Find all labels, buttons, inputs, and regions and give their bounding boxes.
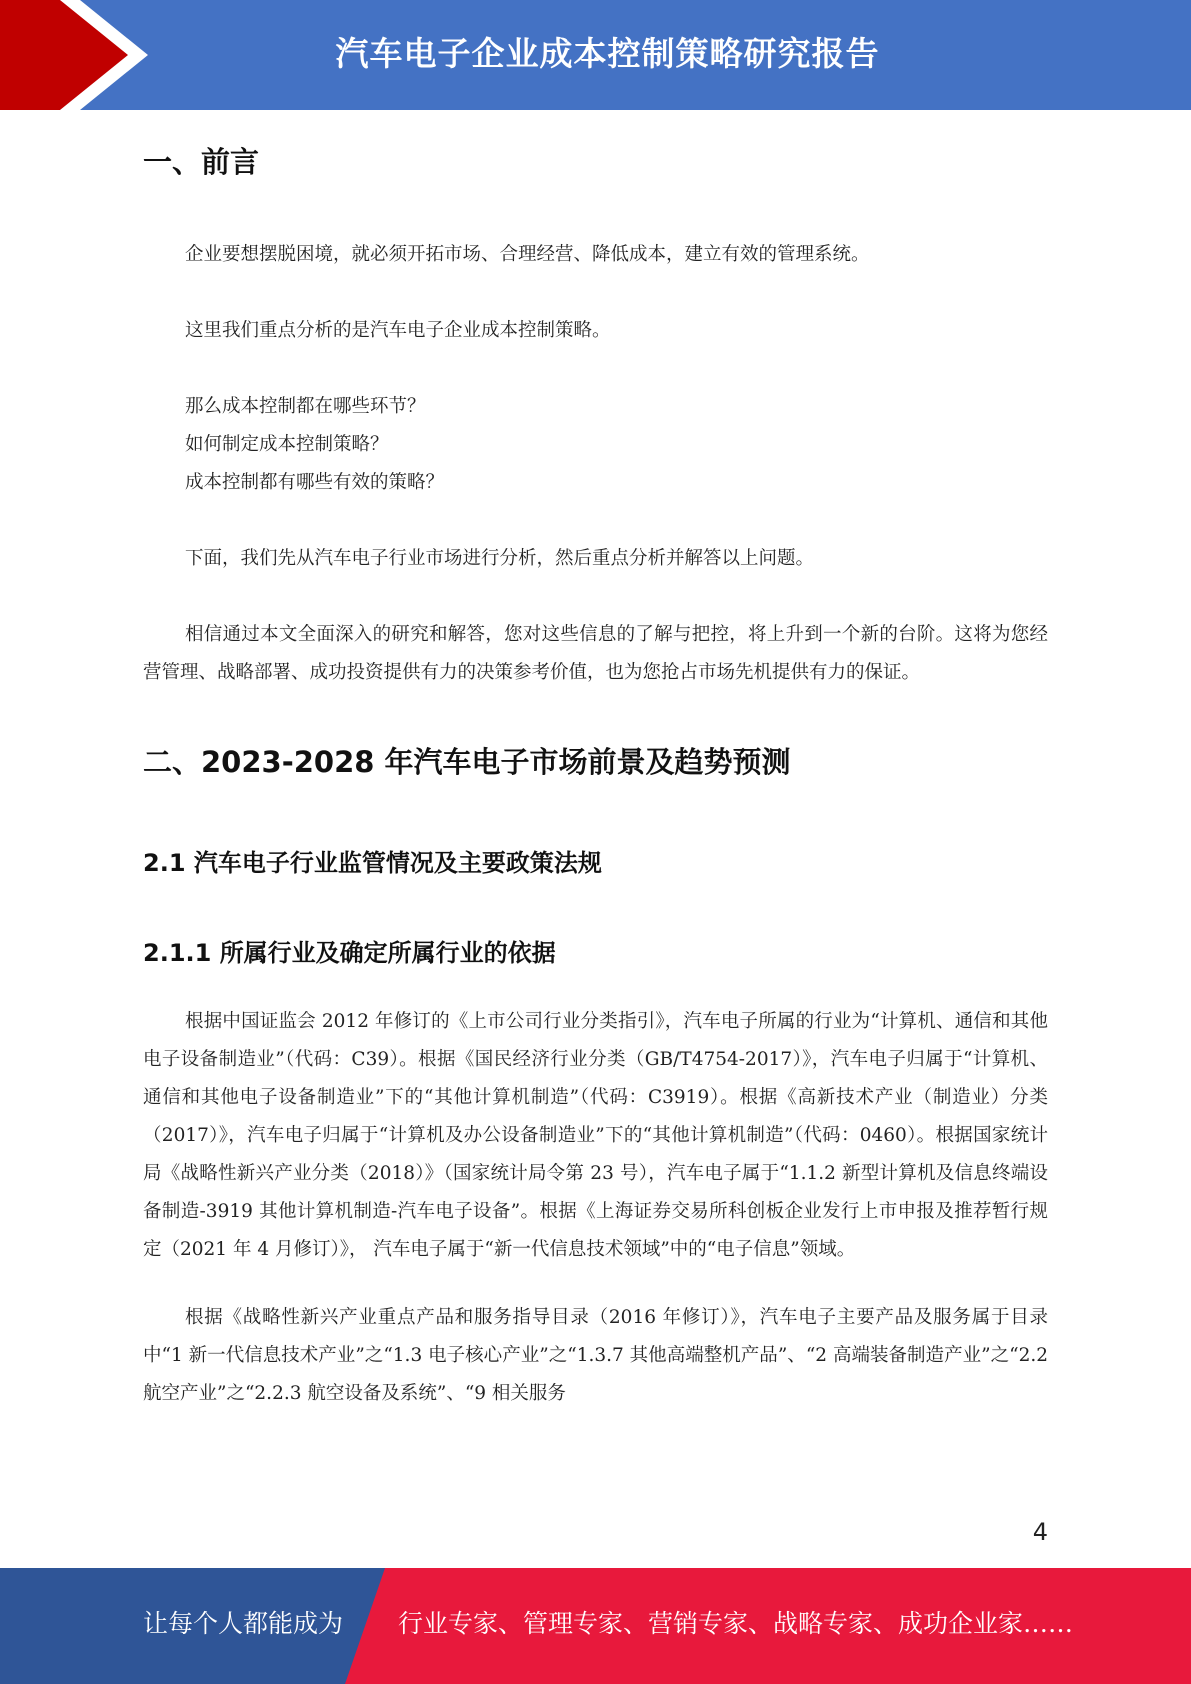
industry-paragraph-1: 根据中国证监会 2012 年修订的《上市公司行业分类指引》，汽车电子所属的行业为“计算机、通信和其他电子设备制造业”（代码：C39）。根据《国民经济行业分类（GB/T4754-2017）》，汽车电子归属于“计算机、通信和其他电子设备制造业”下的“其他计算机制造”（代码：C3919）。根据《高新技术产业（制造业）分类（2017）》，汽车电子归属于“计算机及办公设备制造业”下的“其他计算机制造”（代码：0460）。根据国家统计局《战略性新兴产业分类（2018）》（国家统计局令第 23 号），汽车电子属于“1.1.2 新型计算机及信息终端设备制造-3919 其他计算机制造-汽车电子设备”。根据《上海证券交易所科创板企业发行上市申报及推荐暂行规定（2021 年 4 月修订）》， 汽车电子属于“新一代信息技术领域”中的“电子信息”领域。 xyxy=(143,1011,1048,1260)
industry-paragraph-2: 根据《战略性新兴产业重点产品和服务指导目录（2016 年修订）》，汽车电子主要产品及服务属于目录中“1 新一代信息技术产业”之“1.3 电子核心产业”之“1.3.7 其他高端整机产品”、“2 高端装备制造产业”之“2.2 航空产业”之“2.2.3 航空设备及系统”、“9 相关服务 xyxy=(143,1307,1048,1404)
page-footer xyxy=(0,1568,1191,1684)
footer-slogan-right: 行业专家、管理专家、营销专家、战略专家、成功企业家…… xyxy=(398,1609,1074,1638)
preface-paragraph-1: 企业要想摆脱困境，就必须开拓市场、合理经营、降低成本，建立有效的管理系统。 xyxy=(185,244,870,265)
question-item: 那么成本控制都在哪些环节？ xyxy=(185,396,426,417)
preface-paragraph-3: 下面，我们先从汽车电子行业市场进行分析，然后重点分析并解答以上问题。 xyxy=(185,548,815,569)
subsection-heading-industry-basis: 2.1.1 所属行业及确定所属行业的依据 xyxy=(143,939,556,967)
header-title: 汽车电子企业成本控制策略研究报告 xyxy=(335,34,880,73)
question-item: 成本控制都有哪些有效的策略？ xyxy=(185,472,445,493)
page-header xyxy=(0,0,1191,110)
question-list xyxy=(143,388,1048,502)
document-body xyxy=(143,130,1048,1413)
section-heading-market-outlook: 二、2023-2028 年汽车电子市场前景及趋势预测 xyxy=(143,745,791,779)
footer-slogan-left: 让每个人都能成为 xyxy=(143,1609,344,1638)
page-number: 4 xyxy=(1032,1518,1048,1546)
section-heading-preface: 一、前言 xyxy=(143,145,260,179)
subsection-heading-regulation: 2.1 汽车电子行业监管情况及主要政策法规 xyxy=(143,849,602,877)
preface-paragraph-4: 相信通过本文全面深入的研究和解答，您对这些信息的了解与把控，将上升到一个新的台阶。这将为您经营管理、战略部署、成功投资提供有力的决策参考价值，也为您抢占市场先机提供有力的保证。 xyxy=(143,624,1048,683)
question-item: 如何制定成本控制策略？ xyxy=(185,434,389,455)
preface-paragraph-2: 这里我们重点分析的是汽车电子企业成本控制策略。 xyxy=(185,320,611,341)
